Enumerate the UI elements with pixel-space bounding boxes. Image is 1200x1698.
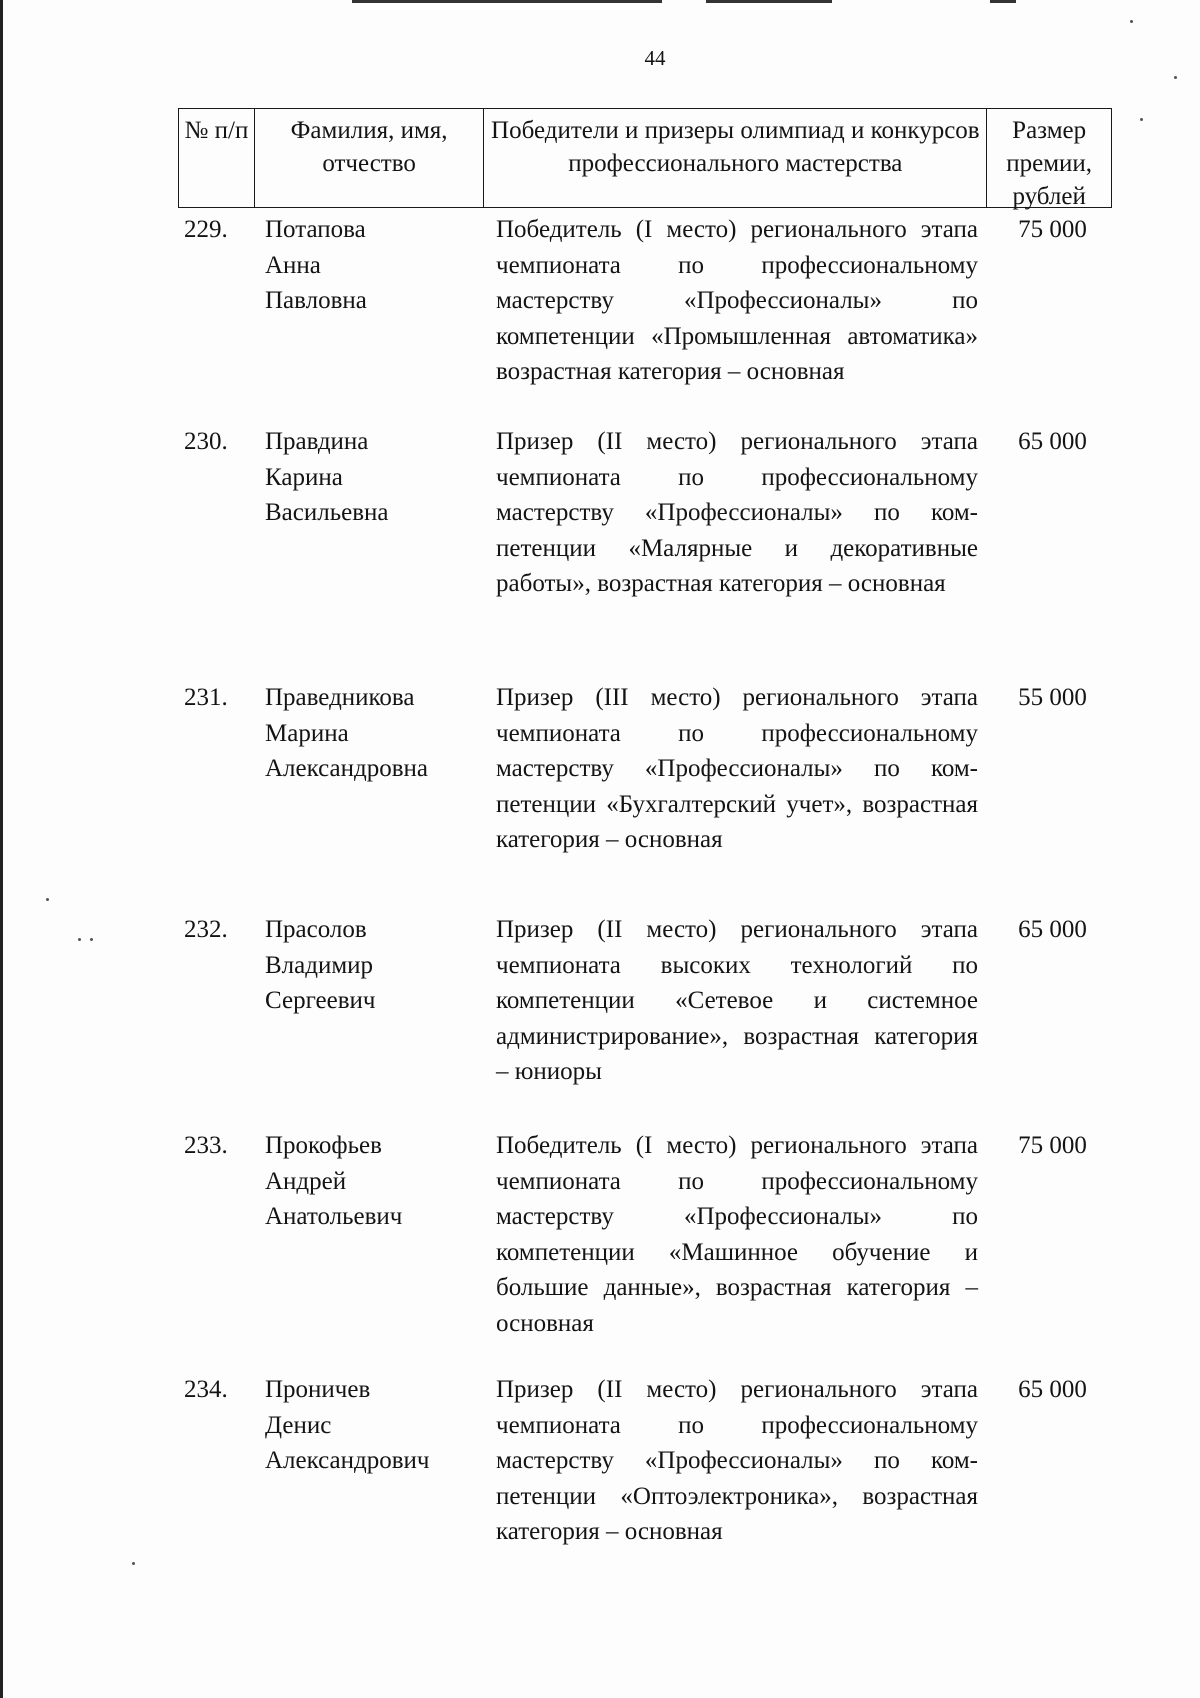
row-prize-amount: 65 000	[1018, 916, 1087, 943]
row-achievement: Победитель (I место) регионального этапа чемпионата по профессиональному мастерству «Профессионалы» по компетенции «Промышленная автоматика» возрастная категория – основная	[496, 216, 978, 385]
row-fullname	[265, 212, 475, 319]
row-fullname	[265, 424, 475, 531]
row-achievement: Призер (III место) регионального этапа чемпионата по профессиональному мастерству «Профессионалы» по компетенции «Бухгалтерский учет», возрастная категория – основная	[496, 684, 978, 853]
row-fullname	[265, 1128, 475, 1235]
row-prize-amount: 75 000	[1018, 216, 1087, 243]
header-fullname: Фамилия, имя, отчество	[255, 109, 485, 207]
row-patronymic: Павловна	[265, 287, 367, 314]
scan-top-line	[352, 0, 662, 3]
row-achievement: Призер (II место) регионального этапа чемпионата по профессиональному мастерству «Профессионалы» по компетенции «Малярные и декоративные работы», возрастная категория – основная	[496, 428, 978, 597]
scan-top-line	[990, 0, 1016, 3]
row-given-name: Карина	[265, 463, 343, 491]
header-achievement: Победители и призеры олимпиад и конкурсов профессионального мастерства	[484, 109, 987, 207]
row-number: 234.	[184, 1376, 228, 1403]
row-patronymic: Александровна	[265, 755, 429, 782]
row-fullname	[265, 1372, 475, 1479]
row-surname: Потапова	[265, 216, 366, 243]
row-achievement: Победитель (I место) регионального этапа чемпионата по профессиональному мастерству «Профессионалы» по компетенции «Машинное обучение и большие данные», возрастная категория – основная	[496, 1132, 978, 1337]
row-surname: Прасолов	[265, 916, 367, 943]
scan-speck	[132, 1562, 135, 1565]
row-prize-amount: 55 000	[1018, 684, 1087, 711]
scan-speck	[1174, 76, 1177, 79]
header-prize-amount: Размер премии, рублей	[1006, 117, 1093, 210]
page-number: 44	[644, 46, 666, 70]
row-given-name: Владимир	[265, 951, 374, 979]
row-patronymic: Сергеевич	[265, 987, 376, 1014]
row-number: 231.	[184, 684, 228, 711]
row-prize-amount: 65 000	[1018, 1376, 1087, 1403]
scan-speck	[46, 898, 49, 901]
scan-top-line	[706, 0, 832, 3]
row-surname: Проничев	[265, 1376, 371, 1403]
row-number: 230.	[184, 428, 228, 455]
table-header	[178, 108, 1112, 208]
scan-speck	[78, 938, 81, 941]
scan-speck	[90, 938, 93, 941]
row-surname: Прокофьев	[265, 1132, 382, 1159]
header-number: № п/п	[179, 109, 255, 207]
row-surname: Правдина	[265, 428, 369, 455]
row-number: 232.	[184, 916, 228, 943]
row-given-name: Марина	[265, 719, 349, 747]
row-patronymic: Анатольевич	[265, 1203, 403, 1230]
row-given-name: Денис	[265, 1411, 332, 1439]
row-prize-amount: 75 000	[1018, 1132, 1087, 1159]
row-given-name: Андрей	[265, 1167, 347, 1195]
row-patronymic: Александрович	[265, 1447, 430, 1474]
row-given-name: Анна	[265, 251, 321, 279]
row-achievement: Призер (II место) регионального этапа чемпионата высоких технологий по компетенции «Сетевое и системное администрирование», возрастная категория – юниоры	[496, 916, 978, 1085]
row-achievement: Призер (II место) регионального этапа чемпионата по профессиональному мастерству «Профессионалы» по компетенции «Оптоэлектроника», возрастная категория – основная	[496, 1376, 978, 1545]
row-fullname	[265, 680, 475, 787]
row-number: 233.	[184, 1132, 228, 1159]
row-patronymic: Васильевна	[265, 499, 389, 526]
scan-speck	[1130, 20, 1133, 23]
row-fullname	[265, 912, 475, 1019]
row-number: 229.	[184, 216, 228, 243]
scan-edge	[0, 0, 3, 1698]
row-surname: Праведникова	[265, 684, 415, 711]
scan-speck	[1140, 118, 1143, 121]
row-prize-amount: 65 000	[1018, 428, 1087, 455]
